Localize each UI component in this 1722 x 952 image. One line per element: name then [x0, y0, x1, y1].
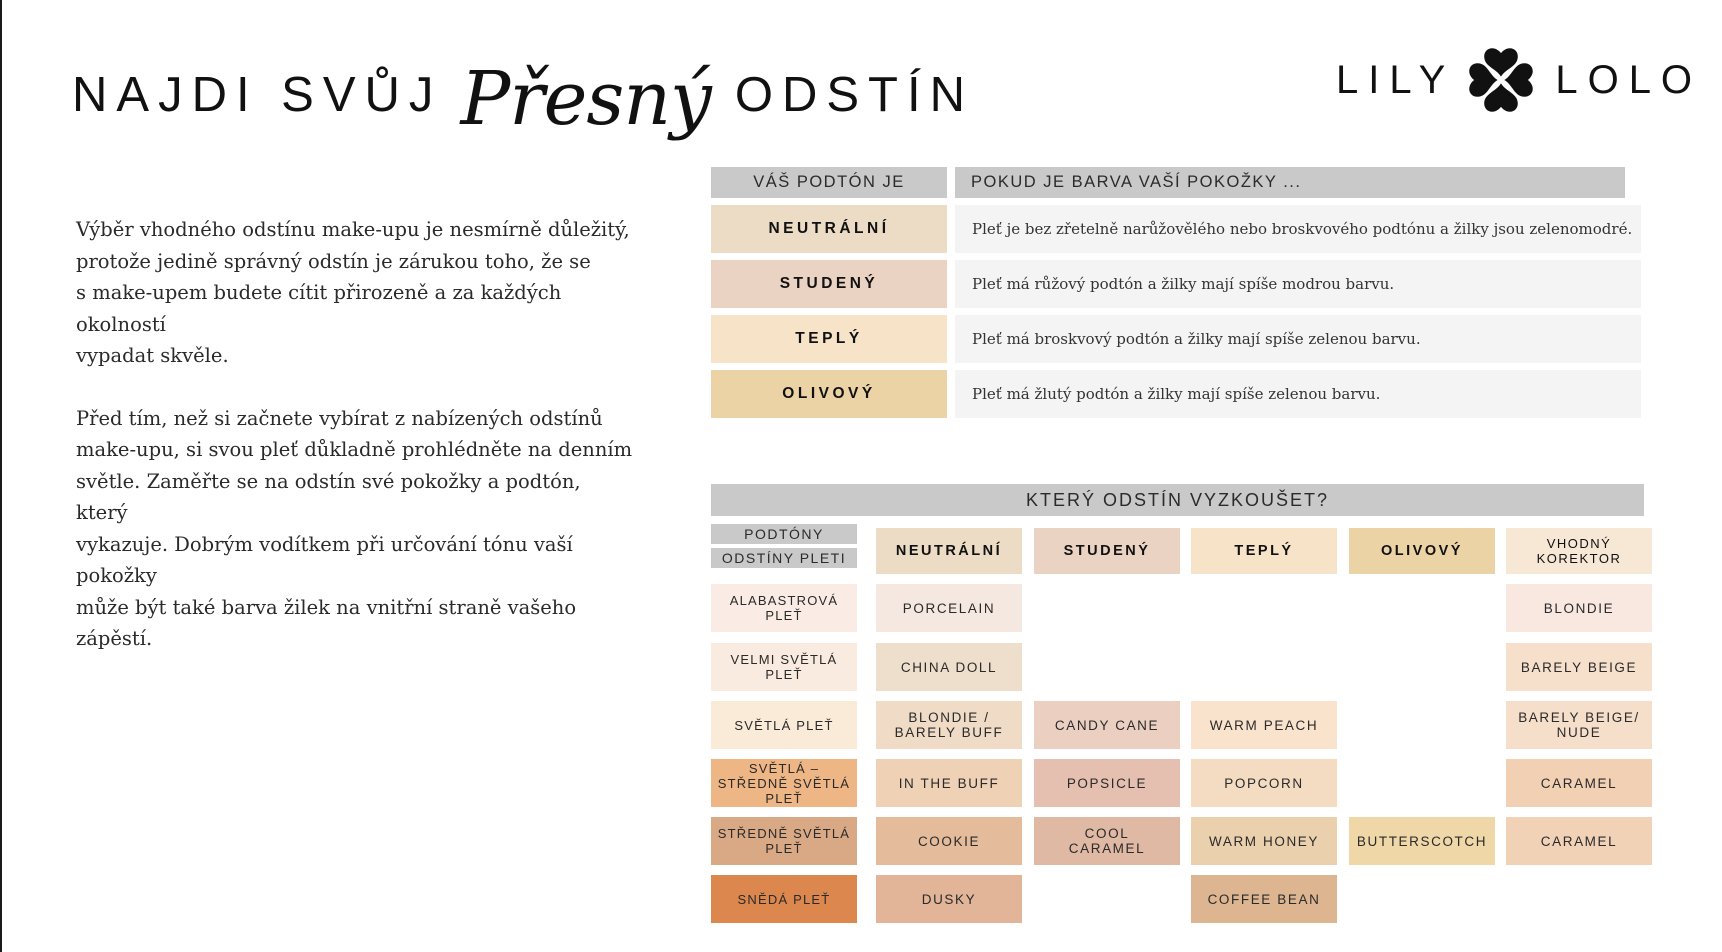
logo-text-left: LILY: [1336, 57, 1456, 102]
shade-finder-table: [711, 484, 1644, 924]
shade-finder-title: KTERÝ ODSTÍN VYZKOUŠET?: [711, 484, 1644, 516]
intro-text: [76, 214, 636, 686]
intro-paragraph-2: Před tím, než si začnete vybírat z nabízených odstínů make-upu, si svou pleť důkladně prohlédněte na denním světle. Zaměřte se na odstín své pokožky a podtón, který vykazuje. Dobrým vodítkem při určování tónu vaší pokožky může být také barva žilek na vnitřní straně vašeho zápěstí.: [76, 406, 633, 650]
corner-label-undertones: PODTÓNY: [711, 524, 857, 544]
undertone-row: [711, 315, 1641, 363]
foundation-shade-cell: BUTTERSCOTCH: [1349, 817, 1495, 865]
brand-logo: [1336, 36, 1702, 124]
foundation-shade-cell: COFFEE BEAN: [1191, 875, 1337, 923]
undertone-name: STUDENÝ: [711, 260, 947, 308]
undertone-column-header: VHODNÝ KOREKTOR: [1506, 528, 1652, 574]
undertone-row: [711, 260, 1641, 308]
intro-paragraph-1: Výběr vhodného odstínu make-upu je nesmírně důležitý, protože jedině správný odstín je zárukou toho, že se s make-upem budete cítit přirozeně a za každých okolností vypadat skvěle.: [76, 218, 630, 367]
foundation-shade-cell: PORCELAIN: [876, 584, 1022, 632]
skin-tone-label: SVĚTLÁ – STŘEDNĚ SVĚTLÁ PLEŤ: [711, 759, 857, 807]
foundation-shade-cell: DUSKY: [876, 875, 1022, 923]
undertone-name: OLIVOVÝ: [711, 370, 947, 418]
undertone-name: TEPLÝ: [711, 315, 947, 363]
skin-tone-label: VELMI SVĚTLÁ PLEŤ: [711, 643, 857, 691]
foundation-shade-cell: COOKIE: [876, 817, 1022, 865]
skin-tone-label: SNĚDÁ PLEŤ: [711, 875, 857, 923]
foundation-shade-cell: POPCORN: [1191, 759, 1337, 807]
concealer-shade-cell: CARAMEL: [1506, 759, 1652, 807]
logo-text-right: LOLO: [1555, 57, 1703, 102]
page-edge-line: [0, 0, 2, 952]
foundation-shade-cell: COOL CARAMEL: [1034, 817, 1180, 865]
skin-tone-label: ALABASTROVÁ PLEŤ: [711, 584, 857, 632]
foundation-shade-cell: CANDY CANE: [1034, 701, 1180, 749]
concealer-shade-cell: BLONDIE: [1506, 584, 1652, 632]
skin-tone-label: STŘEDNĚ SVĚTLÁ PLEŤ: [711, 817, 857, 865]
undertone-table: [711, 167, 1641, 425]
page-title: [72, 40, 974, 150]
concealer-shade-cell: BARELY BEIGE/ NUDE: [1506, 701, 1652, 749]
concealer-shade-cell: BARELY BEIGE: [1506, 643, 1652, 691]
undertone-description: Pleť má žlutý podtón a žilky mají spíše zelenou barvu.: [955, 370, 1641, 418]
undertone-table-header: [711, 167, 1641, 198]
foundation-shade-cell: WARM PEACH: [1191, 701, 1337, 749]
undertone-description: Pleť má růžový podtón a žilky mají spíše modrou barvu.: [955, 260, 1641, 308]
foundation-shade-cell: BLONDIE / BARELY BUFF: [876, 701, 1022, 749]
foundation-shade-cell: CHINA DOLL: [876, 643, 1022, 691]
hearts-logo-icon: [1459, 38, 1543, 122]
title-part-1: NAJDI SVŮJ: [72, 68, 443, 122]
concealer-shade-cell: CARAMEL: [1506, 817, 1652, 865]
undertone-header-left: VÁŠ PODTÓN JE: [711, 167, 947, 198]
undertone-column-header: TEPLÝ: [1191, 528, 1337, 574]
title-part-2: ODSTÍN: [734, 68, 974, 122]
foundation-shade-cell: POPSICLE: [1034, 759, 1180, 807]
undertone-column-header: STUDENÝ: [1034, 528, 1180, 574]
title-script-word: Přesný: [460, 56, 711, 142]
undertone-description: Pleť má broskvový podtón a žilky mají spíše zelenou barvu.: [955, 315, 1641, 363]
undertone-column-header: NEUTRÁLNÍ: [876, 528, 1022, 574]
undertone-column-header: OLIVOVÝ: [1349, 528, 1495, 574]
skin-tone-label: SVĚTLÁ PLEŤ: [711, 701, 857, 749]
corner-label-skin-tones: ODSTÍNY PLETI: [711, 548, 857, 568]
undertone-header-right: POKUD JE BARVA VAŠÍ POKOŽKY ...: [955, 167, 1625, 198]
undertone-row: [711, 205, 1641, 253]
foundation-shade-cell: WARM HONEY: [1191, 817, 1337, 865]
undertone-name: NEUTRÁLNÍ: [711, 205, 947, 253]
foundation-shade-cell: IN THE BUFF: [876, 759, 1022, 807]
undertone-description: Pleť je bez zřetelně narůžovělého nebo broskvového podtónu a žilky jsou zelenomodré.: [955, 205, 1641, 253]
undertone-row: [711, 370, 1641, 418]
